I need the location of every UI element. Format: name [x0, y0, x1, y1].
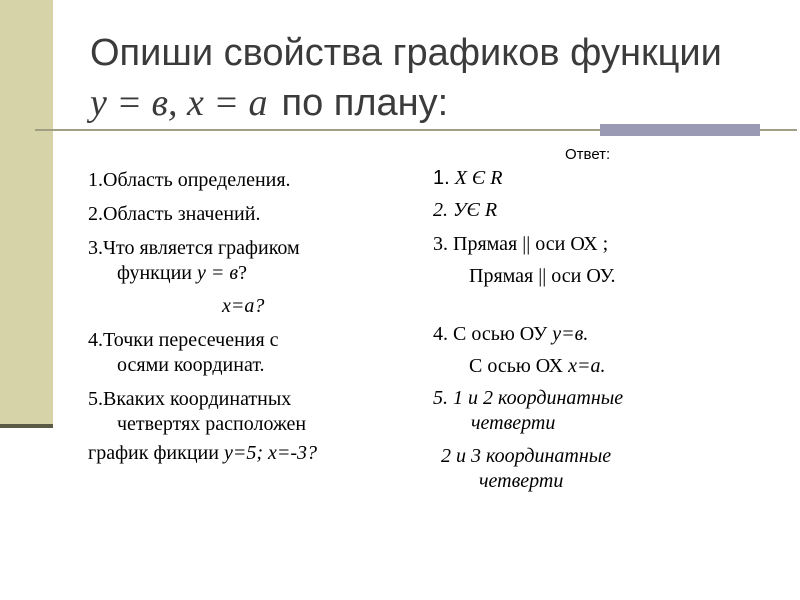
- plan-item-6-formula: у=5; х=-3?: [223, 442, 318, 464]
- plan-item-3-text: функции: [117, 262, 197, 284]
- answer-5-line-1: 5. 1 и 2 координатные: [433, 387, 624, 409]
- answer-4-line-2: [469, 354, 605, 379]
- plan-item-3: [88, 236, 408, 286]
- plan-item-4: [88, 328, 408, 378]
- answer-1-number: 1.: [433, 167, 450, 189]
- answer-1-text: Х Є R: [454, 167, 503, 189]
- answer-4-formula: у=в.: [552, 323, 589, 345]
- answer-4b-formula: х=а.: [568, 355, 606, 377]
- slide-title: [90, 28, 780, 128]
- plan-item-4-line-1: 4.Точки пересечения с: [88, 329, 279, 351]
- plan-item-3-formula: у = в: [197, 262, 239, 284]
- plan-list: [88, 168, 408, 475]
- plan-item-2: 2.Область значений.: [88, 203, 261, 225]
- side-accent-tick: [0, 424, 53, 428]
- answer-6: [441, 444, 741, 494]
- answer-label: Ответ:: [565, 146, 611, 163]
- plan-item-5-line-1: 5.Вкаких координатных: [88, 388, 292, 410]
- plan-item-3-end: ?: [238, 262, 247, 284]
- plan-item-5: [88, 387, 408, 437]
- answer-3-line-2: Прямая || оси ОУ.: [469, 265, 616, 287]
- answer-5-line-2: четверти: [471, 412, 556, 434]
- plan-item-3-line-2: [88, 262, 247, 284]
- title-line-1: Опиши свойства графиков функции: [90, 32, 722, 74]
- answer-3-line-1: 3. Прямая || оси ОХ ;: [433, 233, 609, 255]
- plan-item-3-line-3: х=а?: [222, 295, 265, 317]
- plan-item-5-line-2: четвертях расположен: [117, 413, 307, 435]
- plan-item-3-line-1: 3.Что является графиком: [88, 237, 300, 259]
- answer-6-line-1: 2 и 3 координатные: [441, 445, 612, 467]
- answer-6-line-2: четверти: [479, 470, 564, 492]
- title-formula: у = в, х = а: [90, 82, 268, 124]
- answer-4-line-1: [433, 322, 588, 347]
- side-accent-bar: [0, 0, 53, 427]
- answer-2: 2. УЄ R: [433, 199, 498, 221]
- title-divider-block: [600, 124, 760, 136]
- plan-item-6-text: график фикции: [88, 442, 224, 464]
- plan-item-1: 1.Область определения.: [88, 169, 291, 191]
- answer-4b-text: С осью ОХ: [469, 355, 569, 377]
- plan-item-6: [88, 441, 408, 466]
- title-line-2: [90, 78, 780, 128]
- answer-1: [433, 166, 503, 191]
- answer-5: [433, 386, 733, 436]
- plan-item-4-line-2: осями координат.: [117, 354, 265, 376]
- answer-4-text: 4. С осью ОУ: [433, 323, 553, 345]
- title-rest: по плану:: [281, 82, 449, 124]
